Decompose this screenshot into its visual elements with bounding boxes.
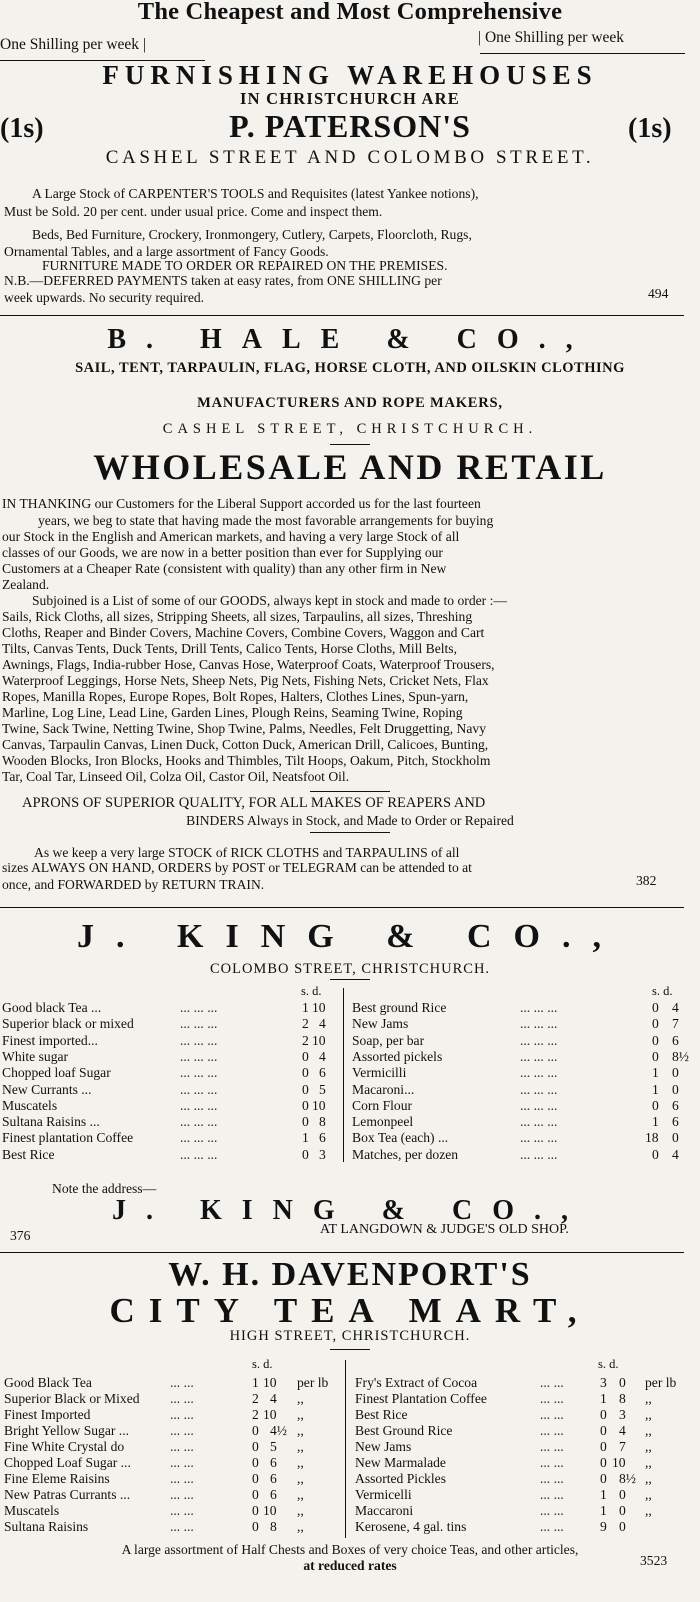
price-shillings: 0 — [252, 1487, 259, 1502]
price-shillings: 0 — [302, 1048, 309, 1064]
leader-dots: ... ... ... — [180, 1032, 218, 1048]
sd-header: s. d. — [598, 1357, 619, 1371]
item-name: Chopped loaf Sugar — [2, 1065, 111, 1081]
leader-dots: ... ... ... — [520, 1097, 558, 1113]
item-name: Box Tea (each) ... — [352, 1130, 449, 1146]
price-unit: ,, — [645, 1455, 652, 1470]
ad-subtitle: CITY TEA MART, — [109, 1291, 591, 1330]
price-unit: ,, — [297, 1391, 304, 1406]
leader-dots: ... ... ... — [180, 1000, 218, 1015]
para4-line: week upwards. No security required. — [4, 290, 205, 305]
price-pence: 5 — [319, 1081, 326, 1097]
price-shillings: 1 — [302, 1000, 309, 1015]
item-name: Good Black Tea — [4, 1375, 92, 1390]
price-shillings: 1 — [652, 1081, 659, 1097]
item-name: Best ground Rice — [352, 1000, 447, 1015]
price-pence: 4 — [319, 1048, 326, 1064]
price-pence: 10 — [312, 1032, 326, 1048]
price-pence: 8 — [319, 1114, 326, 1130]
leader-dots: ... ... — [540, 1455, 564, 1470]
price-pence: 0 — [619, 1375, 626, 1390]
ref-number: 494 — [648, 286, 669, 301]
leader-dots: ... ... — [540, 1391, 564, 1406]
ref-number: 382 — [636, 873, 657, 888]
price-pence: 4 — [319, 1016, 326, 1032]
price-shillings: 2 — [302, 1016, 309, 1032]
ad-title: B. HALE & CO., — [107, 324, 593, 355]
price-shillings: 0 — [252, 1439, 259, 1454]
leader-dots: ... ... — [170, 1391, 194, 1406]
item-name: Finest Imported — [4, 1407, 91, 1422]
price-unit: ,, — [297, 1423, 304, 1438]
item-name: Vermicilli — [352, 1065, 407, 1081]
address: COLOMBO STREET, CHRISTCHURCH. — [209, 961, 491, 977]
ad-title-repeat: J. KING & CO., — [112, 1195, 588, 1226]
leader-dots: ... ... — [540, 1487, 564, 1502]
item-name: Matches, per dozen — [352, 1146, 459, 1162]
body-line: Canvas, Tarpaulin Canvas, Linen Duck, Cotton Duck, American Drill, Calicoes, Bunting, — [2, 737, 489, 752]
price-unit: ,, — [645, 1423, 652, 1438]
price-pence: 3 — [319, 1146, 326, 1162]
body-line: Tilts, Canvas Tents, Duck Tents, Drill Tents, Calico Tents, Horse Cloths, Mill Belts, — [2, 641, 457, 656]
leader-dots: ... ... ... — [520, 1065, 558, 1081]
address: HIGH STREET, CHRISTCHURCH. — [229, 1328, 471, 1344]
shilling-left: One Shilling per week | — [0, 36, 147, 53]
price-unit: ,, — [297, 1503, 304, 1518]
body-line: classes of our Goods, we are now in a better position than ever for Supplying our — [2, 545, 443, 560]
final-line: sizes ALWAYS ON HAND, ORDERS by POST or TELEGRAM can be attended to at — [2, 860, 472, 875]
price-pence: 7 — [672, 1016, 679, 1032]
price-shillings: 0 — [302, 1081, 309, 1097]
price-shillings: 0 — [302, 1097, 309, 1113]
item-name: Good black Tea ... — [2, 1000, 102, 1015]
leader-dots: ... ... — [170, 1455, 194, 1470]
para1-line: A Large Stock of CARPENTER'S TOOLS and Requisites (latest Yankee notions), — [32, 186, 479, 201]
item-name: Maccaroni — [355, 1503, 414, 1518]
leader-dots: ... ... ... — [180, 1130, 218, 1146]
leader-dots: ... ... ... — [520, 1146, 558, 1162]
ad-title: J. KING & CO., — [77, 918, 623, 955]
item-name: Sultana Raisins ... — [2, 1114, 100, 1130]
price-shillings: 0 — [302, 1065, 309, 1081]
item-name: Muscatels — [2, 1097, 58, 1113]
price-shillings: 0 — [252, 1519, 259, 1534]
body-line: our Stock in the English and American markets, and having a very large Stock of all — [2, 529, 460, 544]
price-shillings: 0 — [652, 1000, 659, 1015]
shop: AT LANGDOWN & JUDGE'S OLD SHOP. — [320, 1222, 569, 1237]
leader-dots: ... ... — [540, 1423, 564, 1438]
body-line: Customers at a Cheaper Rate (consistent with quality) than any other firm in New — [2, 561, 447, 576]
price-unit: ,, — [297, 1471, 304, 1486]
footer-line: at reduced rates — [303, 1558, 397, 1573]
item-name: Best Ground Rice — [355, 1423, 453, 1438]
item-name: New Marmalade — [355, 1455, 446, 1470]
item-name: New Currants ... — [2, 1081, 92, 1097]
price-shillings: 2 — [302, 1032, 309, 1048]
body-line: Ropes, Manilla Ropes, Europe Ropes, Bolt Ropes, Halters, Clothes Lines, Spun-yarn, — [2, 689, 469, 704]
body-line: Tar, Coal Tar, Linseed Oil, Colza Oil, Castor Oil, Neatsfoot Oil. — [2, 769, 350, 784]
item-name: New Jams — [355, 1439, 412, 1454]
price-shillings: 2 — [252, 1407, 259, 1422]
trades-line: SAIL, TENT, TARPAULIN, FLAG, HORSE CLOTH, AND OILSKIN CLOTHING — [75, 360, 625, 376]
price-shillings: 9 — [600, 1519, 607, 1534]
item-name: Finest imported... — [2, 1032, 98, 1048]
body-line: Twine, Sack Twine, Netting Twine, Shop Twine, Palms, Needles, Felt Druggetting, Navy — [2, 721, 486, 736]
leader-dots: ... ... — [170, 1503, 194, 1518]
price-unit: ,, — [297, 1407, 304, 1422]
price-unit: ,, — [645, 1391, 652, 1406]
sd-header: s. d. — [301, 984, 322, 998]
price-shillings: 0 — [600, 1423, 607, 1438]
price-pence: 4 — [672, 1000, 679, 1015]
price-shillings: 3 — [600, 1375, 607, 1390]
body-line: Wooden Blocks, Iron Blocks, Hooks and Thimbles, Tilt Hoops, Oakum, Pitch, Stockholm — [2, 753, 491, 768]
price-shillings: 0 — [252, 1423, 259, 1438]
business-name: P. PATERSON'S — [229, 108, 471, 144]
price-pence: 3 — [619, 1407, 626, 1422]
price-unit: ,, — [297, 1519, 304, 1534]
price-pence: 6 — [672, 1097, 679, 1113]
price-shillings: 1 — [652, 1065, 659, 1081]
aprons-line: APRONS OF SUPERIOR QUALITY, FOR ALL MAKES OF REAPERS AND — [22, 795, 486, 811]
price-pence: 4 — [270, 1391, 277, 1406]
item-name: Chopped Loaf Sugar ... — [4, 1455, 131, 1470]
para4-line: N.B.—DEFERRED PAYMENTS taken at easy rates, from ONE SHILLING per — [4, 273, 442, 288]
price-unit: ,, — [645, 1487, 652, 1502]
price-pence: 4 — [619, 1423, 626, 1438]
price-unit: ,, — [297, 1455, 304, 1470]
body-line: Subjoined is a List of some of our GOODS, always kept in stock and made to order :— — [32, 593, 507, 608]
price-shillings: 0 — [302, 1114, 309, 1130]
column-divider — [345, 1360, 346, 1538]
price-pence: 6 — [270, 1487, 277, 1502]
item-name: Vermicelli — [355, 1487, 412, 1502]
price-pence: 6 — [319, 1065, 326, 1081]
item-name: Superior Black or Mixed — [4, 1391, 140, 1406]
item-name: Muscatels — [4, 1503, 60, 1518]
price-shillings: 0 — [600, 1471, 607, 1486]
final-line: once, and FORWARDED by RETURN TRAIN. — [2, 877, 265, 892]
short-rule — [330, 1349, 370, 1350]
price-shillings: 0 — [600, 1407, 607, 1422]
para1-line: Must be Sold. 20 per cent. under usual price. Come and inspect them. — [4, 204, 383, 219]
price-unit: per lb — [297, 1375, 329, 1390]
item-name: Soap, per bar — [352, 1032, 425, 1048]
sd-header: s. d. — [252, 1357, 273, 1371]
price-pence: 10 — [263, 1375, 277, 1390]
price-shillings: 1 — [600, 1487, 607, 1502]
price-right: (1s) — [628, 113, 672, 144]
leader-dots: ... ... ... — [520, 1032, 558, 1048]
price-pence: 0 — [619, 1487, 626, 1502]
leader-dots: ... ... ... — [180, 1097, 218, 1113]
item-name: Macaroni... — [352, 1081, 415, 1097]
price-pence: 4 — [672, 1146, 679, 1162]
subtitle: IN CHRISTCHURCH ARE — [240, 89, 460, 108]
price-pence: 0 — [619, 1519, 626, 1534]
price-pence: 10 — [612, 1455, 626, 1470]
price-unit: ,, — [297, 1439, 304, 1454]
price-shillings: 0 — [600, 1439, 607, 1454]
price-shillings: 0 — [252, 1455, 259, 1470]
item-name: Finest Plantation Coffee — [355, 1391, 487, 1406]
leader-dots: ... ... — [540, 1519, 564, 1534]
short-rule — [310, 832, 390, 833]
ad-divider — [0, 907, 684, 908]
ad-divider — [0, 315, 684, 316]
price-unit: per lb — [645, 1375, 677, 1390]
price-unit: ,, — [297, 1487, 304, 1502]
price-pence: 0 — [672, 1065, 679, 1081]
sd-header: s. d. — [652, 984, 673, 998]
price-shillings: 0 — [652, 1048, 659, 1064]
body-line: Marline, Log Line, Lead Line, Garden Lines, Plough Reins, Seaming Twine, Roping — [2, 705, 463, 720]
price-unit: ,, — [645, 1503, 652, 1518]
item-name: Superior black or mixed — [2, 1016, 134, 1032]
leader-dots: ... ... — [170, 1471, 194, 1486]
short-rule — [330, 444, 370, 445]
body-line: Sails, Rick Cloths, all sizes, Stripping Sheets, all sizes, Tarpaulins, all sizes, Threshing — [2, 609, 473, 624]
price-pence: 6 — [270, 1455, 277, 1470]
price-left: (1s) — [0, 113, 44, 144]
price-pence: 8½ — [619, 1471, 636, 1486]
para2-line: Ornamental Tables, and a large assortment of Fancy Goods. — [4, 244, 329, 259]
leader-dots: ... ... — [170, 1487, 194, 1502]
leader-dots: ... ... ... — [520, 1130, 558, 1146]
leader-dots: ... ... — [170, 1407, 194, 1422]
price-pence: 6 — [270, 1471, 277, 1486]
leader-dots: ... ... ... — [180, 1016, 218, 1032]
item-name: Best Rice — [355, 1407, 408, 1422]
body-line: Cloths, Reaper and Binder Covers, Machine Covers, Combine Covers, Waggon and Cart — [2, 625, 485, 640]
leader-dots: ... ... — [170, 1439, 194, 1454]
price-shillings: 0 — [652, 1097, 659, 1113]
leader-dots: ... ... ... — [180, 1146, 218, 1162]
price-pence: 8½ — [672, 1048, 689, 1064]
body-line: Waterproof Leggings, Horse Nets, Sheep Nets, Pig Nets, Fishing Nets, Cricket Nets, Flax — [2, 673, 489, 688]
leader-dots: ... ... ... — [520, 1114, 558, 1130]
price-shillings: 0 — [652, 1016, 659, 1032]
leader-dots: ... ... — [170, 1519, 194, 1534]
price-pence: 10 — [312, 1000, 326, 1015]
leader-dots: ... ... — [170, 1423, 194, 1438]
item-name: White sugar — [2, 1048, 69, 1064]
price-shillings: 0 — [600, 1455, 607, 1470]
column-divider — [343, 988, 344, 1162]
body-line: years, we beg to state that having made the most favorable arrangements for buying — [38, 513, 494, 528]
price-shillings: 0 — [252, 1503, 259, 1518]
leader-dots: ... ... — [540, 1407, 564, 1422]
price-pence: 8 — [270, 1519, 277, 1534]
price-unit: ,, — [645, 1407, 652, 1422]
price-shillings: 2 — [252, 1391, 259, 1406]
price-shillings: 0 — [652, 1032, 659, 1048]
item-name: Fine White Crystal do — [4, 1439, 125, 1454]
price-shillings: 0 — [652, 1146, 659, 1162]
price-pence: 10 — [312, 1097, 326, 1113]
item-name: Assorted pickels — [352, 1048, 443, 1064]
price-pence: 4½ — [270, 1423, 287, 1438]
short-rule — [310, 791, 390, 792]
price-pence: 8 — [619, 1391, 626, 1406]
final-line: As we keep a very large STOCK of RICK CLOTHS and TARPAULINS of all — [34, 845, 460, 860]
price-pence: 0 — [672, 1130, 679, 1146]
ad-divider — [0, 1252, 684, 1253]
para3: FURNITURE MADE TO ORDER OR REPAIRED ON THE PREMISES. — [42, 258, 448, 273]
leader-dots: ... ... — [540, 1471, 564, 1486]
ref-number: 376 — [10, 1228, 31, 1243]
price-shillings: 18 — [645, 1130, 659, 1146]
price-shillings: 1 — [302, 1130, 309, 1146]
item-name: Assorted Pickles — [355, 1471, 446, 1486]
price-pence: 10 — [263, 1503, 277, 1518]
headline: The Cheapest and Most Comprehensive — [137, 0, 563, 25]
item-name: Fry's Extract of Cocoa — [355, 1375, 478, 1390]
ad-title: W. H. DAVENPORT'S — [168, 1256, 532, 1293]
price-pence: 0 — [619, 1503, 626, 1518]
item-name: Fine Eleme Raisins — [4, 1471, 110, 1486]
leader-dots: ... ... — [540, 1439, 564, 1454]
item-name: Corn Flour — [352, 1097, 413, 1113]
price-pence: 5 — [270, 1439, 277, 1454]
price-shillings: 0 — [252, 1471, 259, 1486]
price-pence: 10 — [263, 1407, 277, 1422]
item-name: Lemonpeel — [352, 1114, 414, 1130]
item-name: Sultana Raisins — [4, 1519, 89, 1534]
leader-dots: ... ... ... — [520, 1000, 558, 1015]
price-pence: 6 — [672, 1032, 679, 1048]
aprons-line: BINDERS Always in Stock, and Made to Order or Repaired — [186, 813, 514, 828]
body-line: IN THANKING our Customers for the Liberal Support accorded us for the last fourteen — [2, 496, 481, 511]
item-name: Kerosene, 4 gal. tins — [355, 1519, 467, 1534]
price-pence: 0 — [672, 1081, 679, 1097]
leader-dots: ... ... ... — [180, 1048, 218, 1064]
price-pence: 7 — [619, 1439, 626, 1454]
leader-dots: ... ... ... — [520, 1081, 558, 1097]
ref-number: 3523 — [640, 1553, 668, 1568]
address: CASHEL STREET AND COLOMBO STREET. — [105, 147, 595, 168]
price-pence: 6 — [319, 1130, 326, 1146]
price-unit: ,, — [645, 1471, 652, 1486]
note: Note the address— — [52, 1181, 157, 1196]
leader-dots: ... ... ... — [180, 1065, 218, 1081]
address: CASHEL STREET, CHRISTCHURCH. — [162, 421, 538, 437]
price-shillings: 0 — [302, 1146, 309, 1162]
item-name: New Patras Currants ... — [4, 1487, 131, 1502]
leader-dots: ... ... ... — [180, 1114, 218, 1130]
leader-dots: ... ... ... — [520, 1048, 558, 1064]
leader-dots: ... ... ... — [520, 1016, 558, 1032]
leader-dots: ... ... — [540, 1375, 564, 1390]
ad-title: FURNISHING WAREHOUSES — [102, 60, 598, 90]
footer-line: A large assortment of Half Chests and Boxes of very choice Teas, and other articles, — [121, 1542, 579, 1557]
price-shillings: 1 — [252, 1375, 259, 1390]
leader-dots: ... ... — [540, 1503, 564, 1518]
leader-dots: ... ... — [170, 1375, 194, 1390]
item-name: New Jams — [352, 1016, 409, 1032]
item-name: Best Rice — [2, 1146, 55, 1162]
price-pence: 6 — [672, 1114, 679, 1130]
price-unit: ,, — [645, 1439, 652, 1454]
price-shillings: 1 — [652, 1114, 659, 1130]
para2-line: Beds, Bed Furniture, Crockery, Ironmongery, Cutlery, Carpets, Floorcloth, Rugs, — [32, 227, 472, 242]
leader-dots: ... ... ... — [180, 1081, 218, 1097]
banner: WHOLESALE AND RETAIL — [93, 447, 607, 487]
trades-line: MANUFACTURERS AND ROPE MAKERS, — [197, 395, 503, 411]
item-name: Bright Yellow Sugar ... — [4, 1423, 129, 1438]
item-name: Finest plantation Coffee — [2, 1130, 134, 1146]
body-line: Awnings, Flags, India-rubber Hose, Canvas Hose, Waterproof Coats, Waterproof Trousers, — [2, 657, 495, 672]
price-shillings: 1 — [600, 1391, 607, 1406]
body-line: Zealand. — [2, 577, 50, 592]
rule — [480, 53, 685, 54]
short-rule — [330, 979, 370, 980]
shilling-right: | One Shilling per week — [478, 29, 625, 46]
price-shillings: 1 — [600, 1503, 607, 1518]
